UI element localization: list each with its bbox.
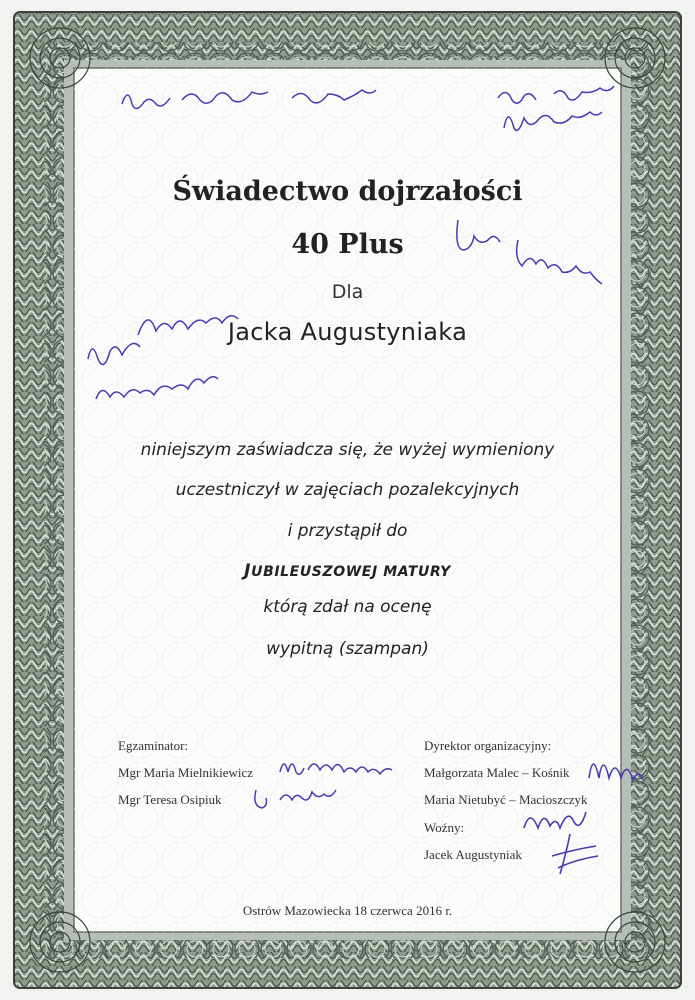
for-label: Dla [331, 281, 364, 303]
body-line-1: niniejszym zaświadcza się, że wyżej wymieniony [140, 440, 555, 460]
examiner-name-1: Mgr Maria Mielnikiewicz [118, 765, 254, 780]
director-name-1: Małgorzata Malec – Kośnik [424, 765, 570, 780]
examiner-name-2: Mgr Teresa Osipiuk [118, 792, 222, 807]
signature-grazyna [494, 80, 674, 140]
closing-line-2: wypitną (szampan) [266, 639, 429, 659]
director-heading: Dyrektor organizacyjny: [424, 738, 552, 753]
signature-krystyna [82, 275, 302, 410]
body-line-2: uczestniczył w zajęciach pozalekcyjnych [175, 480, 520, 500]
signature-mielnikiewicz [278, 752, 403, 780]
signature-malec [585, 748, 647, 788]
body-line-3: i przystąpił do [287, 521, 408, 541]
closing-line-1: którą zdał na ocenę [263, 597, 432, 617]
place-date: Ostrów Mazowiecka 18 czerwca 2016 r. [242, 903, 453, 918]
exam-name-rest: UBILEUSZOWEJ MATURY [251, 564, 451, 580]
signature-osipiuk [250, 782, 350, 812]
signature-jadwiga [440, 210, 610, 310]
signature-bozena [120, 78, 410, 118]
janitor-name: Jacek Augustyniak [424, 847, 522, 862]
exam-name-initial: J [244, 561, 252, 581]
certificate-title: Świadectwo dojrzałości [172, 176, 523, 207]
recipient-name: Jacka Augustyniaka [227, 318, 468, 346]
signature-augustyniak [540, 830, 610, 880]
exam-name [0, 561, 695, 581]
examiner-heading: Egzaminator: [118, 738, 189, 753]
certificate-subtitle: 40 Plus [291, 229, 404, 260]
director-name-2: Maria Nietubyć – Macioszczyk [424, 792, 588, 807]
janitor-heading: Woźny: [424, 820, 465, 835]
